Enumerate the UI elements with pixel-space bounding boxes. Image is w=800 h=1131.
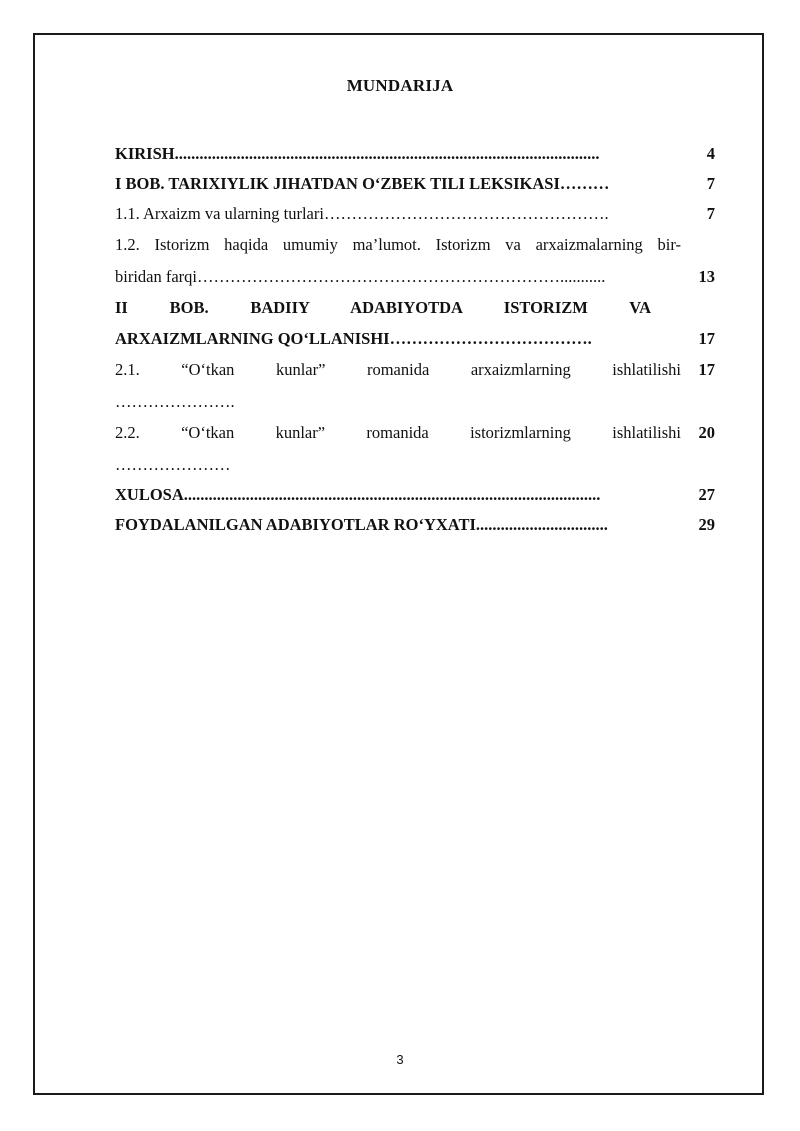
toc-page-number: 27	[698, 485, 715, 504]
toc-entry-text: FOYDALANILGAN ADABIYOTLAR RO‘YXATI................................	[115, 515, 608, 534]
toc-entry-section-2-1-line2[interactable]	[115, 390, 715, 414]
toc-entry-section-1-2-line2[interactable]	[115, 265, 715, 289]
toc-page-number: 20	[698, 423, 715, 442]
toc-entry-section-1-1[interactable]	[115, 202, 715, 226]
toc-entry-text: ARXAIZMLARNING QO‘LLANISHI……………………………….	[115, 329, 592, 348]
toc-entry-text: 1.2. Istorizm haqida umumiy ma’lumot. Istorizm va arxaizmalarning bir-	[115, 235, 681, 254]
toc-entry-section-2-2-line1[interactable]	[115, 421, 715, 445]
toc-entry-text: ………………….	[115, 392, 235, 411]
toc-entry-text: 1.1. Arxaizm va ularning turlari…………………………………………….	[115, 204, 609, 223]
toc-entry-text: II BOB. BADIIY ADABIYOTDA ISTORIZM VA	[115, 298, 651, 317]
toc-page-number: 17	[698, 360, 715, 379]
toc-entry-kirish[interactable]	[115, 142, 715, 166]
toc-entry-chapter-2-line1[interactable]	[115, 296, 715, 320]
toc-entry-section-2-1-line1[interactable]	[115, 358, 715, 382]
toc-entry-chapter-1[interactable]	[115, 172, 715, 196]
toc-entry-bibliography[interactable]	[115, 513, 715, 537]
toc-entry-text: I BOB. TARIXIYLIK JIHATDAN O‘ZBEK TILI LEKSIKASI………	[115, 174, 610, 193]
toc-entry-text: …………………	[115, 455, 231, 474]
toc-page-number: 13	[698, 267, 715, 286]
page-title: MUNDARIJA	[346, 76, 454, 95]
toc-entry-xulosa[interactable]	[115, 483, 715, 507]
page-number-footer: 3	[396, 1052, 404, 1067]
toc-entry-text: 2.1. “O‘tkan kunlar” romanida arxaizmlarning ishlatilishi	[115, 360, 681, 379]
toc-entry-section-1-2-line1[interactable]	[115, 233, 715, 257]
toc-page-number: 17	[698, 329, 715, 348]
toc-entry-section-2-2-line2[interactable]	[115, 453, 715, 477]
toc-page-number: 7	[706, 174, 715, 193]
toc-page-number: 29	[698, 515, 715, 534]
toc-page-number: 7	[706, 204, 715, 223]
toc-entry-text: KIRISH.......................................................................................................	[115, 144, 600, 163]
toc-entry-text: 2.2. “O‘tkan kunlar” romanida istorizmlarning ishlatilishi	[115, 423, 681, 442]
toc-entry-text: XULOSA.....................................................................................................	[115, 485, 601, 504]
toc-page-number: 4	[706, 144, 715, 163]
toc-entry-text: biridan farqi…………………………………………………………...........	[115, 267, 606, 286]
toc-entry-chapter-2-line2[interactable]	[115, 327, 715, 351]
